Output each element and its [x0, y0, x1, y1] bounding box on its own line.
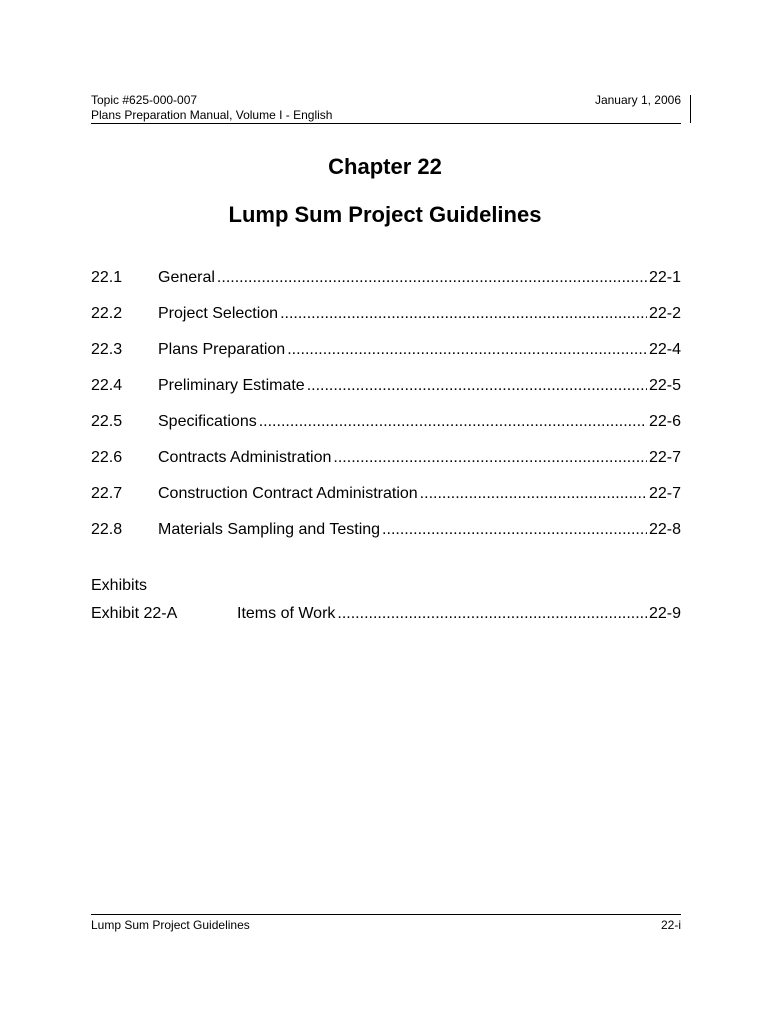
- toc-page-number: 22-1: [648, 269, 681, 286]
- toc-section-title: Preliminary Estimate: [158, 377, 305, 394]
- toc-section-number: 22.4: [91, 377, 123, 394]
- toc-page-number: 22-5: [648, 377, 681, 394]
- toc-leader-dots: [420, 482, 647, 506]
- footer-page-number: 22-i: [660, 918, 681, 932]
- toc-section-number: 22.6: [91, 449, 123, 466]
- chapter-number: Chapter 22: [328, 154, 442, 179]
- exhibit-list: [91, 602, 681, 638]
- toc-entry[interactable]: [91, 518, 681, 554]
- toc-entry[interactable]: [91, 446, 681, 482]
- toc-page-number: 22-6: [648, 413, 681, 430]
- toc-page-number: 22-7: [648, 485, 681, 502]
- toc-section-number: 22.2: [91, 305, 123, 322]
- toc-leader-dots: [280, 302, 647, 326]
- header-manual-title: Plans Preparation Manual, Volume I - English: [91, 108, 333, 122]
- toc-leader-dots: [217, 266, 647, 290]
- toc-page-number: 22-7: [648, 449, 681, 466]
- toc-leader-dots: [259, 410, 647, 434]
- toc-section-title: Specifications: [158, 413, 257, 430]
- header-date: January 1, 2006: [594, 93, 681, 107]
- header-topic: Topic #625-000-007: [91, 93, 198, 107]
- toc-section-title: Contracts Administration: [158, 449, 332, 466]
- footer-chapter-title: Lump Sum Project Guidelines: [91, 918, 250, 932]
- toc-entry[interactable]: [91, 266, 681, 302]
- toc-entry[interactable]: [91, 338, 681, 374]
- toc-page-number: 22-4: [648, 341, 681, 358]
- toc-section-title: General: [158, 269, 215, 286]
- toc-section-number: 22.1: [91, 269, 123, 286]
- toc-section-title: Materials Sampling and Testing: [158, 521, 381, 538]
- toc-leader-dots: [307, 374, 647, 398]
- toc-entry[interactable]: [91, 482, 681, 518]
- toc-entry[interactable]: [91, 374, 681, 410]
- toc-entry[interactable]: [91, 302, 681, 338]
- exhibit-page-number: 22-9: [648, 605, 681, 622]
- toc-leader-dots: [382, 518, 647, 542]
- toc-page-number: 22-8: [648, 521, 681, 538]
- toc-leader-dots: [287, 338, 647, 362]
- page-footer: [91, 914, 681, 932]
- toc-section-number: 22.5: [91, 413, 123, 430]
- toc-section-number: 22.8: [91, 521, 123, 538]
- toc-page-number: 22-2: [648, 305, 681, 322]
- toc-section-title: Project Selection: [158, 305, 279, 322]
- toc-section-title: Plans Preparation: [158, 341, 286, 358]
- exhibits-heading: Exhibits: [91, 577, 148, 594]
- exhibit-number: Exhibit 22-A: [91, 605, 178, 622]
- exhibit-entry[interactable]: [91, 602, 681, 638]
- chapter-title: Lump Sum Project Guidelines: [228, 202, 542, 227]
- exhibit-title: Items of Work: [237, 605, 336, 622]
- toc-section-title: Construction Contract Administration: [158, 485, 418, 502]
- toc-section-number: 22.3: [91, 341, 123, 358]
- page-header: [91, 93, 681, 124]
- toc-leader-dots: [337, 602, 647, 626]
- toc-leader-dots: [333, 446, 647, 470]
- toc-entry[interactable]: [91, 410, 681, 446]
- revision-change-bar: [690, 95, 691, 123]
- toc-section-number: 22.7: [91, 485, 123, 502]
- table-of-contents: [91, 266, 681, 554]
